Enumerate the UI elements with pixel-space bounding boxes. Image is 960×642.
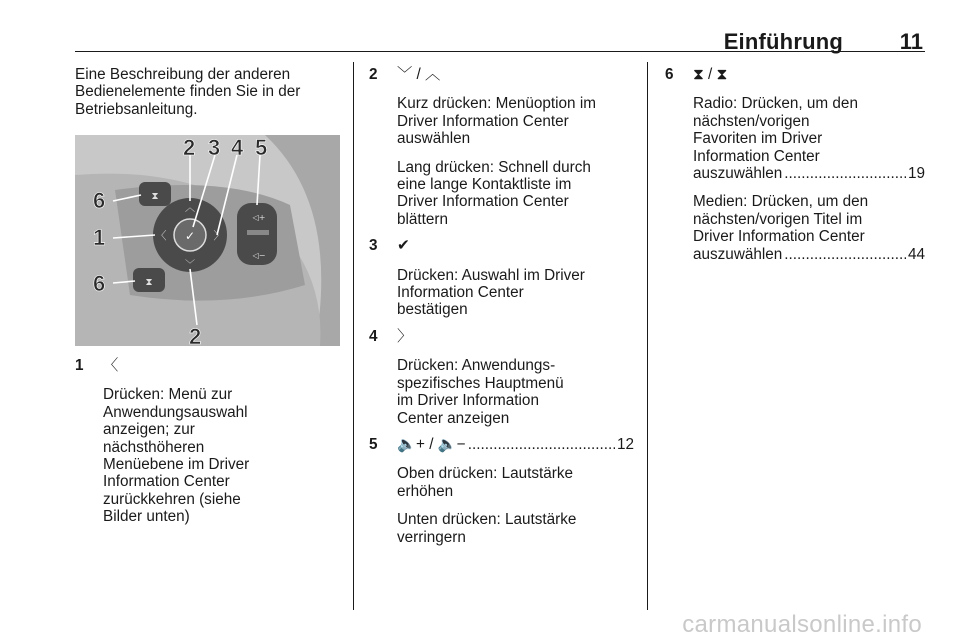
- item-description: Radio: Drücken, um den nächsten/vorigen Favoriten im Driver Information Center: [693, 95, 858, 165]
- chevron-left-icon: 〈: [103, 357, 119, 374]
- item-description: Oben drücken: Lautstärke erhöhen: [397, 465, 574, 500]
- item-description: Medien: Drücken, um den nächsten/vorigen Titel im Driver Information Center: [693, 193, 869, 246]
- column-divider-1: [353, 62, 354, 610]
- item-1: [75, 357, 340, 526]
- page-reference[interactable]: 19: [907, 165, 925, 183]
- svg-text:✓: ✓: [184, 229, 196, 243]
- dot-leader: [468, 436, 615, 453]
- steering-wheel-illustration: [75, 135, 340, 346]
- skip-track-icon: ⧗ / ⧗: [693, 66, 728, 83]
- svg-text:◁−: ◁−: [252, 251, 266, 260]
- callout-left-1: 1: [93, 225, 106, 250]
- watermark: carmanualsonline.info: [682, 611, 922, 638]
- dot-leader: [784, 165, 906, 182]
- callout-top-5: 5: [255, 135, 268, 160]
- page-title: Einführung: [723, 29, 843, 54]
- chevron-right-icon: 〉: [397, 327, 413, 345]
- item-number: 6: [665, 66, 674, 83]
- callout-left-6-upper: 6: [93, 188, 106, 213]
- page-reference[interactable]: 44: [907, 245, 925, 263]
- callout-left-6-lower: 6: [93, 271, 106, 296]
- callout-top-4: 4: [231, 135, 244, 160]
- intro-text: Eine Beschreibung der anderen Bedienelemente finden Sie in der Betriebsanleitung.: [75, 66, 301, 118]
- item-2: [369, 66, 634, 228]
- svg-text:⧗: ⧗: [151, 191, 159, 202]
- item-description: auszuwählen: [693, 165, 783, 183]
- item-6: [665, 66, 925, 263]
- item-description: Drücken: Auswahl im Driver Information Center bestätigen: [397, 266, 585, 319]
- item-description: Drücken: Anwendungs-spezifisches Hauptmenü im Driver Information Center anzeigen: [397, 357, 564, 427]
- header-rule: [75, 51, 925, 52]
- item-number: 4: [369, 327, 378, 345]
- callout-bottom-2: 2: [189, 324, 202, 346]
- page-reference[interactable]: 12: [616, 435, 634, 453]
- item-number: 3: [369, 237, 378, 255]
- column-2: [369, 66, 634, 546]
- item-number: 1: [75, 357, 84, 374]
- item-number: 2: [369, 66, 378, 83]
- svg-text:◁+: ◁+: [252, 213, 266, 222]
- item-3: [369, 237, 634, 319]
- volume-icon: 🔈+ / 🔈−: [397, 435, 466, 453]
- item-5: [369, 436, 634, 546]
- page-number: 11: [899, 29, 923, 54]
- item-description: Kurz drücken: Menüoption im Driver Information Center auswählen: [397, 95, 596, 148]
- steering-wheel-controls-figure: [75, 135, 340, 346]
- svg-text:﹀: ﹀: [185, 260, 195, 271]
- svg-text:︿: ︿: [185, 203, 195, 214]
- checkmark-icon: ✔: [397, 237, 410, 255]
- item-description: Lang drücken: Schnell durch eine lange Kontaktliste im Driver Information Center blättern: [397, 158, 591, 228]
- item-description: auszuwählen: [693, 245, 783, 263]
- callout-top-3: 3: [208, 135, 221, 160]
- item-description: Drücken: Menü zur Anwendungsauswahl anzeigen; zur nächsthöheren Menüebene im Driver Information Center zurückkehren (siehe Bilder unten): [103, 386, 250, 526]
- column-divider-2: [647, 62, 648, 610]
- item-description: Unten drücken: Lautstärke verringern: [397, 511, 577, 546]
- column-1: [75, 66, 340, 118]
- svg-text:⧗: ⧗: [145, 277, 153, 288]
- item-number: 5: [369, 435, 378, 453]
- column-3: [665, 66, 925, 263]
- svg-text:〉: 〉: [213, 229, 225, 242]
- chevron-down-up-icon: ﹀ / ︿: [397, 66, 441, 83]
- callout-top-2: 2: [183, 135, 196, 160]
- item-4: [369, 328, 634, 427]
- svg-text:〈: 〈: [155, 229, 167, 242]
- dot-leader: [784, 246, 906, 263]
